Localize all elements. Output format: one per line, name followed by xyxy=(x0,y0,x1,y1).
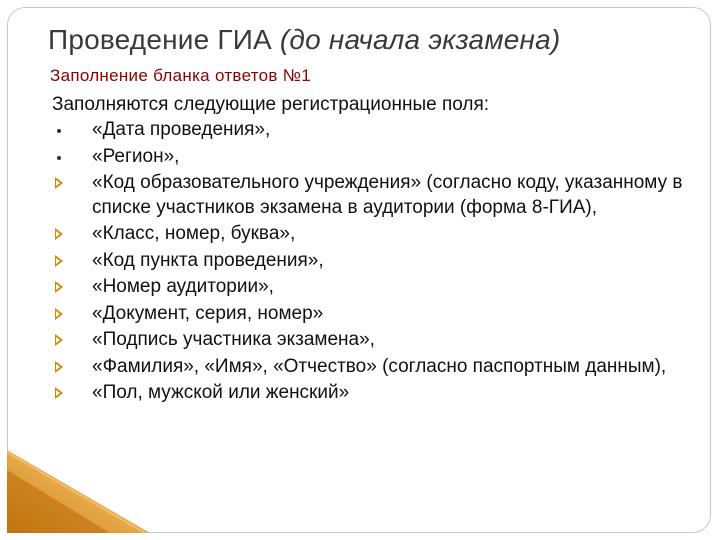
page-title xyxy=(48,24,560,56)
intro-text: Заполняются следующие регистрационные поля: xyxy=(52,94,490,115)
title-italic: (до начала экзамена) xyxy=(279,24,561,55)
arrow-bullet-icon xyxy=(52,249,66,273)
list-item xyxy=(52,249,702,274)
field-list xyxy=(52,118,702,408)
list-item xyxy=(52,118,702,143)
bullet-dot-icon xyxy=(52,118,66,142)
arrow-bullet-icon xyxy=(52,171,66,195)
arrow-bullet-icon xyxy=(52,381,66,405)
list-item-text: «Регион», xyxy=(92,145,180,167)
list-item xyxy=(52,222,702,247)
list-item-text: «Пол, мужской или женский» xyxy=(92,382,350,403)
list-item xyxy=(52,302,702,327)
bullet-dot-icon xyxy=(52,145,66,169)
list-item xyxy=(52,145,702,170)
arrow-bullet-icon xyxy=(52,328,66,352)
list-item-text: «Подпись участника экзамена», xyxy=(92,329,375,350)
arrow-bullet-icon xyxy=(52,355,66,379)
title-main: Проведение ГИА xyxy=(48,24,280,55)
subtitle: Заполнение бланка ответов №1 xyxy=(50,66,312,85)
list-item-text: «Фамилия», «Имя», «Отчество» (согласно паспортным данным), xyxy=(92,355,667,377)
list-item xyxy=(52,355,702,380)
list-item xyxy=(52,171,702,220)
list-item xyxy=(52,328,702,353)
list-item xyxy=(52,381,702,406)
list-item-text: «Номер аудитории», xyxy=(92,276,274,297)
arrow-bullet-icon xyxy=(52,222,66,246)
list-item-text: «Класс, номер, буква», xyxy=(92,223,296,244)
list-item-text: «Дата проведения», xyxy=(92,119,271,140)
arrow-bullet-icon xyxy=(52,302,66,326)
list-item-text: «Код пункта проведения», xyxy=(92,249,324,271)
list-item-text: «Код образовательного учреждения» (согласно коду, указанному в списке участников экзамена в аудитории (форма 8-ГИА), xyxy=(92,172,683,218)
list-item xyxy=(52,275,702,300)
arrow-bullet-icon xyxy=(52,275,66,299)
list-item-text: «Документ, серия, номер» xyxy=(92,302,324,324)
